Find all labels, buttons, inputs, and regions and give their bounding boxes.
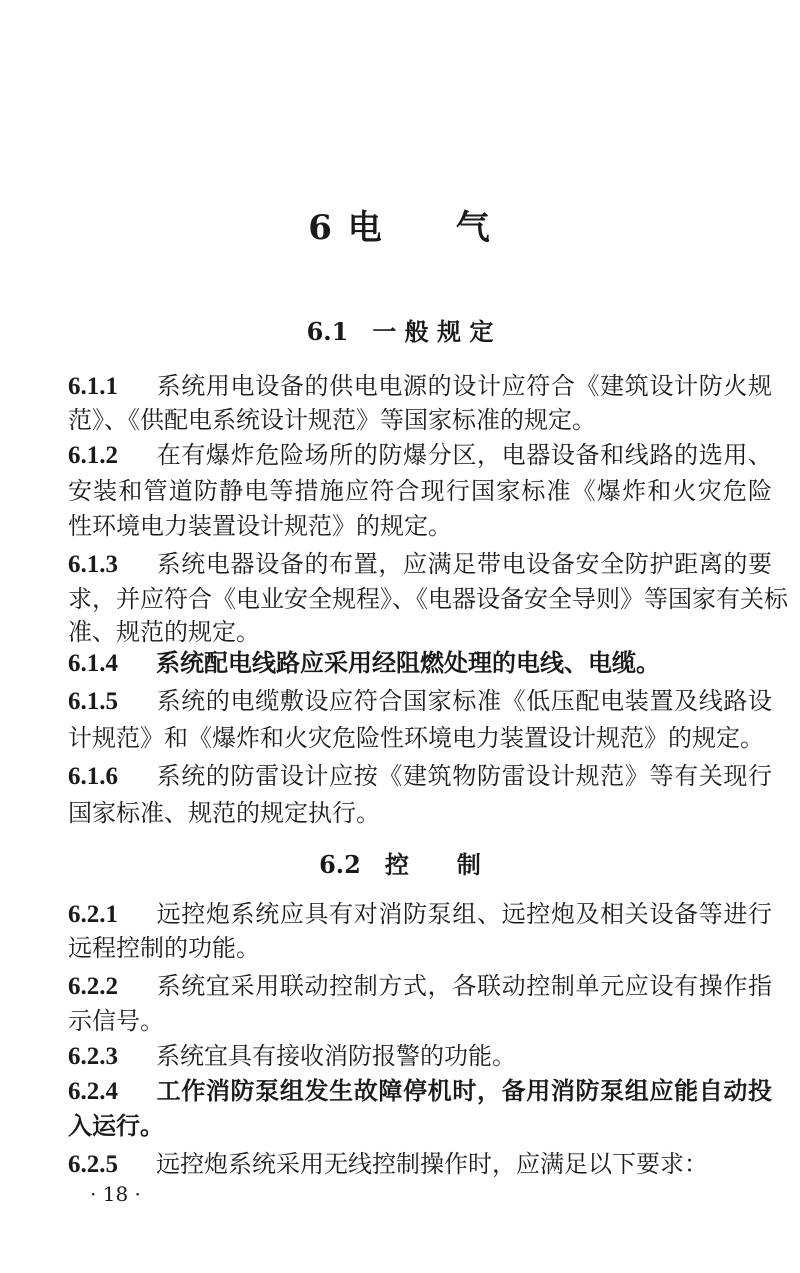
clause-text: 系统电器设备的布置，应满足带电设备安全防护距离的要 [156, 550, 772, 578]
clause-text: 在有爆炸危险场所的防爆分区，电器设备和线路的选用、 [156, 441, 772, 469]
clause-line: 计规范》和《爆炸和火灾危险性环境电力装置设计规范》的规定。 [68, 724, 764, 752]
clause-6-2-3 [68, 1041, 772, 1072]
clause-6-1-2 [68, 440, 772, 471]
clause-text: 远控炮系统应具有对消防泵组、远控炮及相关设备等进行 [156, 900, 772, 928]
clause-6-2-4 [68, 1076, 772, 1107]
clause-text: 系统宜具有接收消防报警的功能。 [156, 1042, 516, 1070]
clause-text: 远控炮系统采用无线控制操作时，应满足以下要求： [156, 1150, 708, 1178]
clause-line: 国家标准、规范的规定执行。 [68, 799, 380, 827]
clause-text: 系统的电缆敷设应符合国家标准《低压配电装置及线路设 [156, 687, 772, 715]
clause-number: 6.1.3 [68, 551, 118, 578]
clause-line: 安装和管道防静电等措施应符合现行国家标准《爆炸和火灾危险 [68, 477, 772, 505]
clause-text: 系统配电线路应采用经阻燃处理的电线、电缆。 [156, 648, 660, 677]
clause-6-1-6 [68, 761, 772, 792]
clause-line: 准、规范的规定。 [68, 618, 260, 646]
clause-6-1-3 [68, 549, 772, 580]
clause-number: 6.1.4 [68, 650, 118, 677]
clause-number: 6.1.6 [68, 763, 118, 790]
section-title-6-1: 6.1 一 般 规 定 [306, 317, 494, 346]
clause-number: 6.2.2 [68, 973, 118, 1000]
clause-6-1-4 [68, 648, 772, 679]
clause-line: 范》、《供配电系统设计规范》等国家标准的规定。 [68, 406, 596, 434]
clause-line: 远程控制的功能。 [68, 934, 260, 962]
clause-number: 6.1.5 [68, 688, 118, 715]
clause-number: 6.2.5 [68, 1151, 118, 1178]
clause-6-2-2 [68, 971, 772, 1002]
clause-text: 工作消防泵组发生故障停机时，备用消防泵组应能自动投 [156, 1076, 772, 1105]
clause-6-1-1 [68, 371, 772, 402]
clause-text: 系统用电设备的供电电源的设计应符合《建筑设计防火规 [156, 372, 772, 400]
clause-line: 性环境电力装置设计规范》的规定。 [68, 512, 452, 540]
clause-6-2-1 [68, 899, 772, 930]
clause-line: 求，并应符合《电业安全规程》、《电器设备安全导则》等国家有关标 [68, 585, 788, 613]
clause-number: 6.2.4 [68, 1078, 118, 1105]
clause-line: 入运行。 [68, 1111, 164, 1140]
clause-number: 6.1.1 [68, 373, 118, 400]
clause-6-2-5 [68, 1149, 772, 1180]
clause-line: 示信号。 [68, 1007, 164, 1035]
clause-number: 6.2.3 [68, 1043, 118, 1070]
clause-6-1-5 [68, 686, 772, 717]
clause-number: 6.1.2 [68, 442, 118, 469]
page-number: · 18 · [90, 1182, 141, 1206]
clause-text: 系统的防雷设计应按《建筑物防雷设计规范》等有关现行 [156, 762, 772, 790]
clause-number: 6.2.1 [68, 901, 118, 928]
clause-text: 系统宜采用联动控制方式，各联动控制单元应设有操作指 [156, 972, 772, 1000]
chapter-title: 6 电 气 [308, 208, 492, 248]
section-title-6-2: 6.2 控 制 [319, 850, 481, 879]
